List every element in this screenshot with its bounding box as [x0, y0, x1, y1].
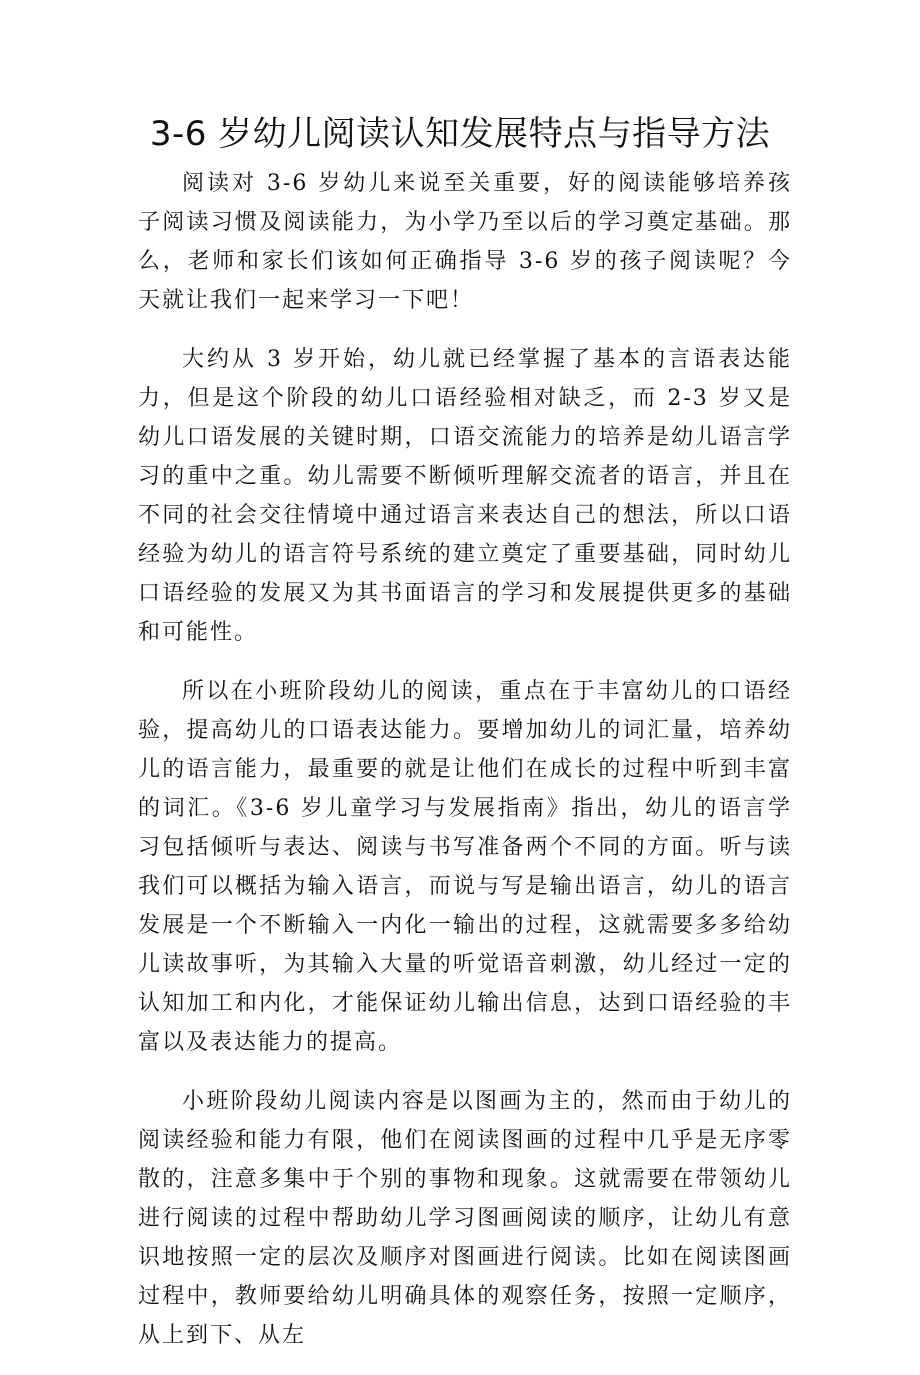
- document-title: 3-6 岁幼儿阅读认知发展特点与指导方法: [149, 114, 771, 154]
- paragraph-4: 小班阶段幼儿阅读内容是以图画为主的，然而由于幼儿的阅读经验和能力有限，他们在阅读图画的过程中几乎是无序零散的，注意多集中于个别的事物和现象。这就需要在带领幼儿进行阅读的过程中帮助幼儿学习图画阅读的顺序，让幼儿有意识地按照一定的层次及顺序对图画进行阅读。比如在阅读图画过程中，教师要给幼儿明确具体的观察任务，按照一定顺序，从上到下、从左: [138, 1089, 792, 1348]
- document-body: [138, 164, 792, 1375]
- paragraph-2: 大约从 3 岁开始，幼儿就已经掌握了基本的言语表达能力，但是这个阶段的幼儿口语经验相对缺乏，而 2-3 岁又是幼儿口语发展的关键时期，口语交流能力的培养是幼儿语言学习的重中之重。幼儿需要不断倾听理解交流者的语言，并且在不同的社会交往情境中通过语言来表达自己的想法，所以口语经验为幼儿的语言符号系统的建立奠定了重要基础，同时幼儿口语经验的发展又为其书面语言的学习和发展提供更多的基础和可能性。: [138, 347, 792, 645]
- paragraph-1: 阅读对 3-6 岁幼儿来说至关重要，好的阅读能够培养孩子阅读习惯及阅读能力，为小学乃至以后的学习奠定基础。那么，老师和家长们该如何正确指导 3-6 岁的孩子阅读呢？今天就让我们一起来学习一下吧！: [138, 171, 792, 313]
- paragraph-3: 所以在小班阶段幼儿的阅读，重点在于丰富幼儿的口语经验，提高幼儿的口语表达能力。要增加幼儿的词汇量，培养幼儿的语言能力，最重要的就是让他们在成长的过程中听到丰富的词汇。《3-6 岁儿童学习与发展指南》指出，幼儿的语言学习包括倾听与表达、阅读与书写准备两个不同的方面。听与读我们可以概括为输入语言，而说与写是输出语言，幼儿的语言发展是一个不断输入一内化一输出的过程，这就需要多多给幼儿读故事听，为其输入大量的听觉语音刺激，幼儿经过一定的认知加工和内化，才能保证幼儿输出信息，达到口语经验的丰富以及表达能力的提高。: [138, 679, 792, 1055]
